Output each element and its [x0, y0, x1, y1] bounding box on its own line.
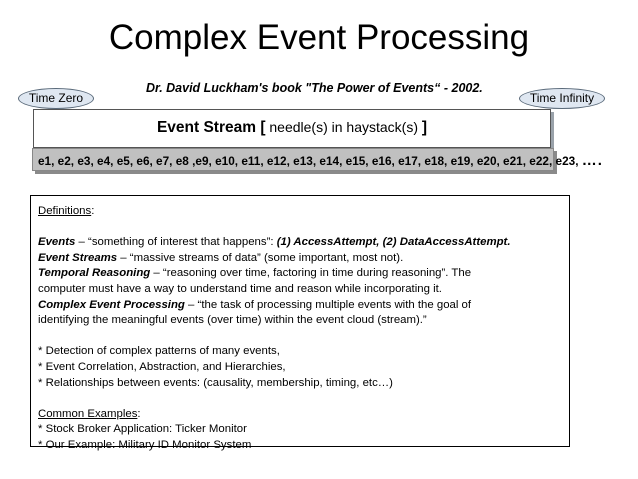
definitions-heading-line	[38, 204, 569, 220]
bullet-item: * Event Correlation, Abstraction, and Hierarchies,	[38, 360, 286, 373]
definition-streams-text: – “massive streams of data” (some important, most not).	[117, 251, 404, 264]
event-stream-title	[34, 119, 550, 137]
definition-cep	[38, 298, 569, 314]
definition-temporal-continued: computer must have a way to understand time and reason while incorporating it.	[38, 282, 442, 295]
bullet-item: * Relationships between events: (causality, membership, timing, etc…)	[38, 376, 393, 389]
bullet-item: * Detection of complex patterns of many events,	[38, 345, 280, 358]
example-item: * Our Example: Military ID Monitor System	[38, 438, 252, 451]
event-ellipsis: ….	[581, 152, 603, 169]
examples-heading-colon: :	[137, 407, 141, 420]
event-stream-box	[33, 109, 551, 148]
term-event-streams: Event Streams	[38, 251, 118, 264]
definitions-box	[30, 195, 570, 451]
definition-events-examples: (1) AccessAttempt, (2) DataAccessAttempt.	[276, 236, 511, 249]
definition-streams	[38, 251, 569, 267]
example-item: * Stock Broker Application: Ticker Monitor	[38, 423, 247, 436]
examples-heading: Common Examples	[38, 407, 138, 420]
event-stream-bracket: ]	[421, 119, 428, 136]
examples-heading-line	[38, 407, 569, 423]
definition-cep-continued: identifying the meaningful events (over time) within the event cloud (stream).”	[38, 314, 427, 327]
definition-events-text: – “something of interest that happens”:	[75, 236, 277, 249]
event-sequence-bar	[32, 148, 603, 171]
term-events: Events	[38, 236, 76, 249]
definition-temporal	[38, 266, 569, 282]
slide-title: Complex Event Processing	[108, 18, 530, 57]
definitions-heading-colon: :	[91, 205, 95, 217]
definitions-heading: Definitions	[38, 205, 92, 217]
event-stream-label: Event Stream [	[156, 119, 266, 136]
term-temporal-reasoning: Temporal Reasoning	[38, 267, 151, 280]
definition-events	[38, 235, 569, 251]
term-complex-event-processing: Complex Event Processing	[38, 298, 185, 311]
event-sequence: e1, e2, e3, e4, e5, e6, e7, e8 ,e9, e10, e11, e12, e13, e14, e15, e16, e17, e18, e19, e20, e21, e22, e23,	[38, 154, 579, 168]
definition-cep-text: – “the task of processing multiple events with the goal of	[184, 298, 472, 311]
time-zero-label: Time Zero	[18, 88, 94, 109]
event-stream-subtext: needle(s) in haystack(s)	[265, 119, 422, 135]
definition-temporal-text: – “reasoning over time, factoring in time during reasoning”. The	[150, 267, 472, 280]
time-infinity-label: Time Infinity	[519, 88, 605, 109]
book-reference: Dr. David Luckham's book "The Power of Events“ - 2002.	[146, 81, 483, 95]
